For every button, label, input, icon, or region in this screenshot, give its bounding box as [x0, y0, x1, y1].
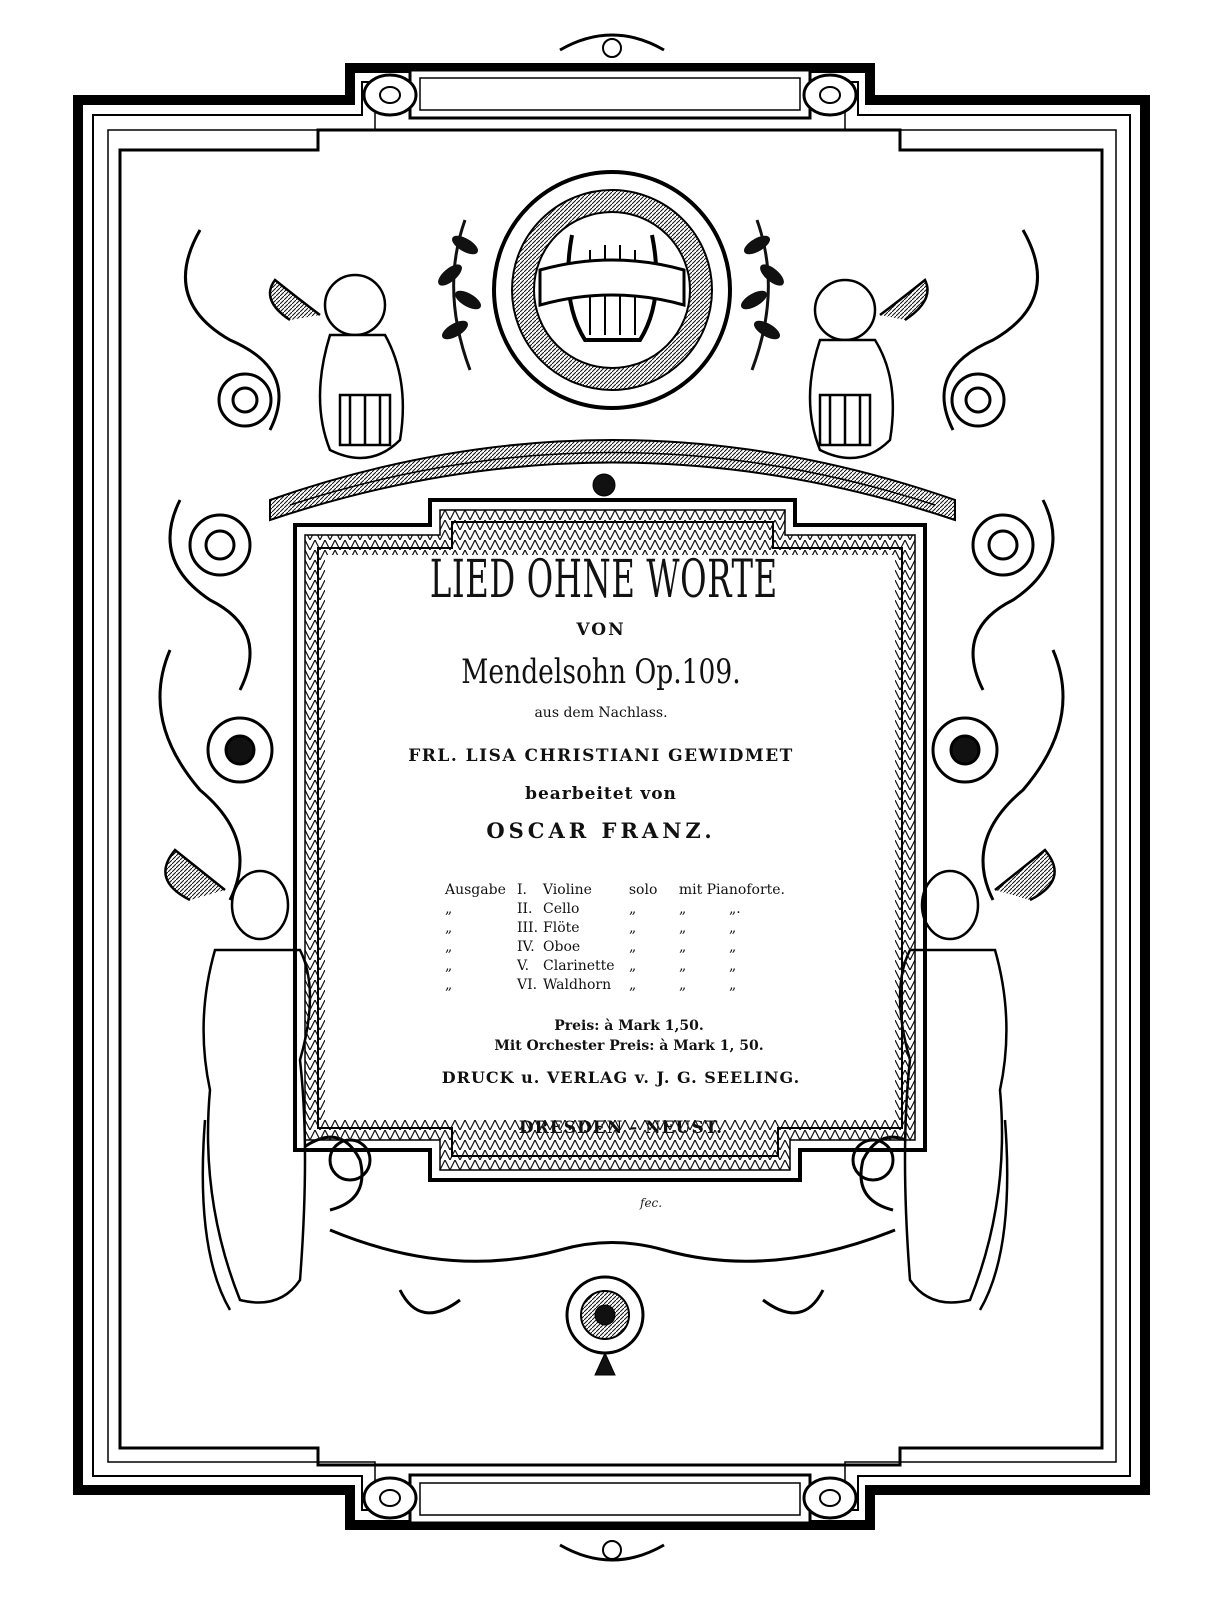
lyre-medallion — [494, 172, 730, 408]
edition-col2: „ — [679, 901, 687, 917]
edition-instrument: Flöte — [543, 920, 580, 936]
edition-col3: „ — [729, 977, 737, 993]
source-note: aus dem Nachlass. — [534, 705, 668, 721]
edition-number: V. — [517, 958, 530, 974]
engraver-signature: fec. — [640, 1196, 663, 1210]
bottom-scroll-ornament — [364, 1475, 856, 1560]
composer-line: Mendelsohn Op.109. — [461, 652, 741, 692]
publisher-city: DRESDEN - NEUST. — [518, 1118, 724, 1138]
edition-col3: „ — [729, 939, 737, 955]
bottom-medallion — [330, 1230, 895, 1375]
edition-lead: „ — [445, 920, 453, 936]
edition-lead: „ — [445, 958, 453, 974]
edition-instrument: Violine — [542, 882, 592, 898]
edition-row — [445, 958, 785, 977]
editions-list — [445, 882, 785, 996]
edition-col2: „ — [679, 977, 687, 993]
edition-col1: „ — [629, 920, 637, 936]
edition-col1: „ — [629, 958, 637, 974]
by-label: VON — [576, 620, 626, 640]
edition-lead: „ — [445, 977, 453, 993]
arranger-name: OSCAR FRANZ. — [486, 818, 716, 843]
edition-lead: Ausgabe — [445, 882, 506, 898]
cherub-left — [270, 275, 403, 458]
dedication: FRL. LISA CHRISTIANI GEWIDMET — [408, 746, 794, 766]
edition-row — [445, 977, 785, 996]
edition-col1: „ — [629, 977, 637, 993]
edition-number: III. — [517, 920, 539, 936]
edition-col2: „ — [679, 939, 687, 955]
cherub-right — [810, 280, 928, 458]
edition-lead: „ — [445, 901, 453, 917]
edition-row — [445, 920, 785, 939]
edition-instrument: Clarinette — [543, 958, 615, 974]
edition-col3: „ — [729, 920, 737, 936]
edition-number: IV. — [517, 939, 535, 955]
edition-row — [445, 939, 785, 958]
edition-number: I. — [516, 882, 527, 898]
edition-instrument: Cello — [543, 901, 580, 917]
edition-col2: „ — [679, 920, 687, 936]
title-panel — [325, 540, 877, 1138]
edition-col1: „ — [629, 901, 637, 917]
muse-figure-left — [165, 850, 310, 1310]
edition-col2: mit Pianoforte. — [678, 882, 785, 898]
publisher-line: DRUCK u. VERLAG v. J. G. SEELING. — [441, 1068, 801, 1087]
edition-number: II. — [517, 901, 533, 917]
edition-row — [445, 882, 785, 901]
edition-number: VI. — [517, 977, 538, 993]
cover-title: LIED OHNE WORTE — [429, 550, 778, 610]
arranged-by-label: bearbeitet von — [525, 784, 677, 804]
edition-instrument: Waldhorn — [543, 977, 612, 993]
edition-col3: „. — [729, 901, 741, 917]
edition-lead: „ — [445, 939, 453, 955]
top-scroll-ornament — [364, 35, 856, 118]
edition-col2: „ — [679, 958, 687, 974]
orchestra-price-line: Mit Orchester Preis: à Mark 1, 50. — [494, 1038, 764, 1054]
price-line: Preis: à Mark 1,50. — [554, 1018, 704, 1034]
edition-instrument: Oboe — [543, 939, 581, 955]
edition-col3: „ — [729, 958, 737, 974]
edition-col1: „ — [629, 939, 637, 955]
edition-row — [445, 901, 785, 920]
edition-col1: solo — [628, 882, 658, 898]
